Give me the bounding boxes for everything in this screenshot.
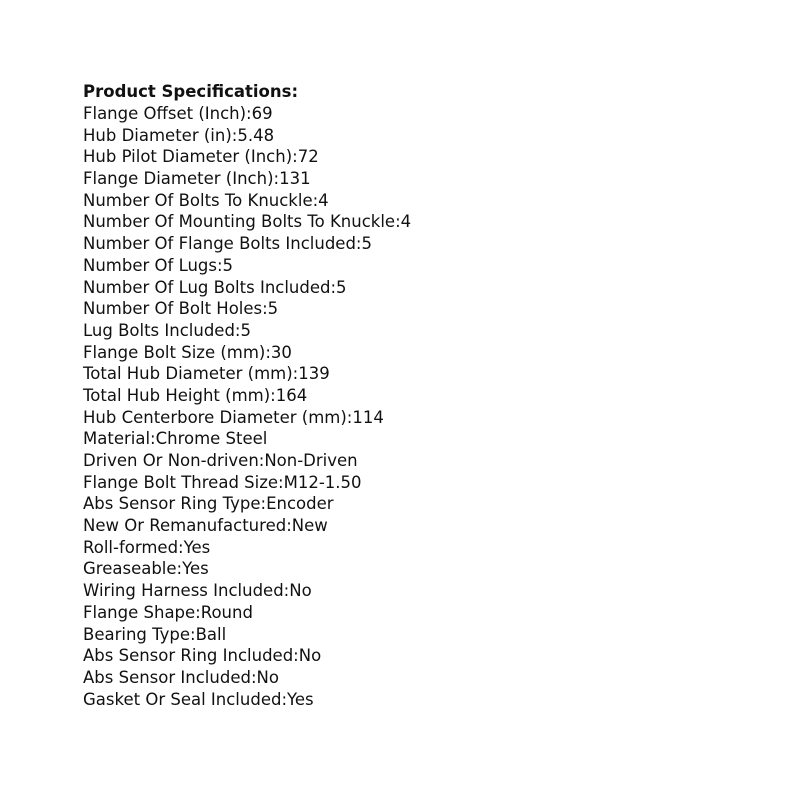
spec-line: Number Of Bolts To Knuckle:4 bbox=[83, 190, 329, 210]
spec-line: Number Of Lugs:5 bbox=[83, 255, 234, 275]
spec-line: Total Hub Diameter (mm):139 bbox=[83, 364, 330, 384]
specifications-heading: Product Specifications: bbox=[83, 82, 299, 101]
product-specifications bbox=[83, 80, 411, 710]
specification-list bbox=[83, 103, 411, 710]
spec-line: Abs Sensor Ring Included:No bbox=[83, 646, 322, 666]
spec-line: Wiring Harness Included:No bbox=[83, 581, 312, 601]
spec-line: Roll-formed:Yes bbox=[83, 537, 211, 557]
spec-line: Gasket Or Seal Included:Yes bbox=[83, 689, 314, 709]
spec-line: Abs Sensor Included:No bbox=[83, 667, 279, 687]
spec-line: Flange Offset (Inch):69 bbox=[83, 104, 273, 123]
spec-line: New Or Remanufactured:New bbox=[83, 516, 328, 536]
spec-line: Flange Bolt Size (mm):30 bbox=[83, 342, 292, 362]
spec-line: Bearing Type:Ball bbox=[83, 624, 227, 644]
spec-line: Abs Sensor Ring Type:Encoder bbox=[83, 494, 334, 514]
spec-line: Total Hub Height (mm):164 bbox=[83, 385, 308, 405]
spec-line: Hub Centerbore Diameter (mm):114 bbox=[83, 407, 384, 427]
spec-line: Flange Diameter (Inch):131 bbox=[83, 169, 311, 189]
spec-line: Flange Shape:Round bbox=[83, 602, 253, 622]
spec-line: Number Of Flange Bolts Included:5 bbox=[83, 234, 372, 254]
spec-line: Number Of Lug Bolts Included:5 bbox=[83, 277, 347, 297]
spec-line: Number Of Mounting Bolts To Knuckle:4 bbox=[83, 212, 412, 232]
spec-line: Hub Pilot Diameter (Inch):72 bbox=[83, 147, 319, 167]
spec-line: Material:Chrome Steel bbox=[83, 429, 268, 449]
spec-line: Driven Or Non-driven:Non-Driven bbox=[83, 451, 358, 470]
spec-line: Flange Bolt Thread Size:M12-1.50 bbox=[83, 472, 362, 492]
spec-line: Number Of Bolt Holes:5 bbox=[83, 299, 279, 319]
spec-line: Greaseable:Yes bbox=[83, 559, 209, 579]
spec-line: Hub Diameter (in):5.48 bbox=[83, 125, 275, 145]
spec-line: Lug Bolts Included:5 bbox=[83, 320, 251, 340]
